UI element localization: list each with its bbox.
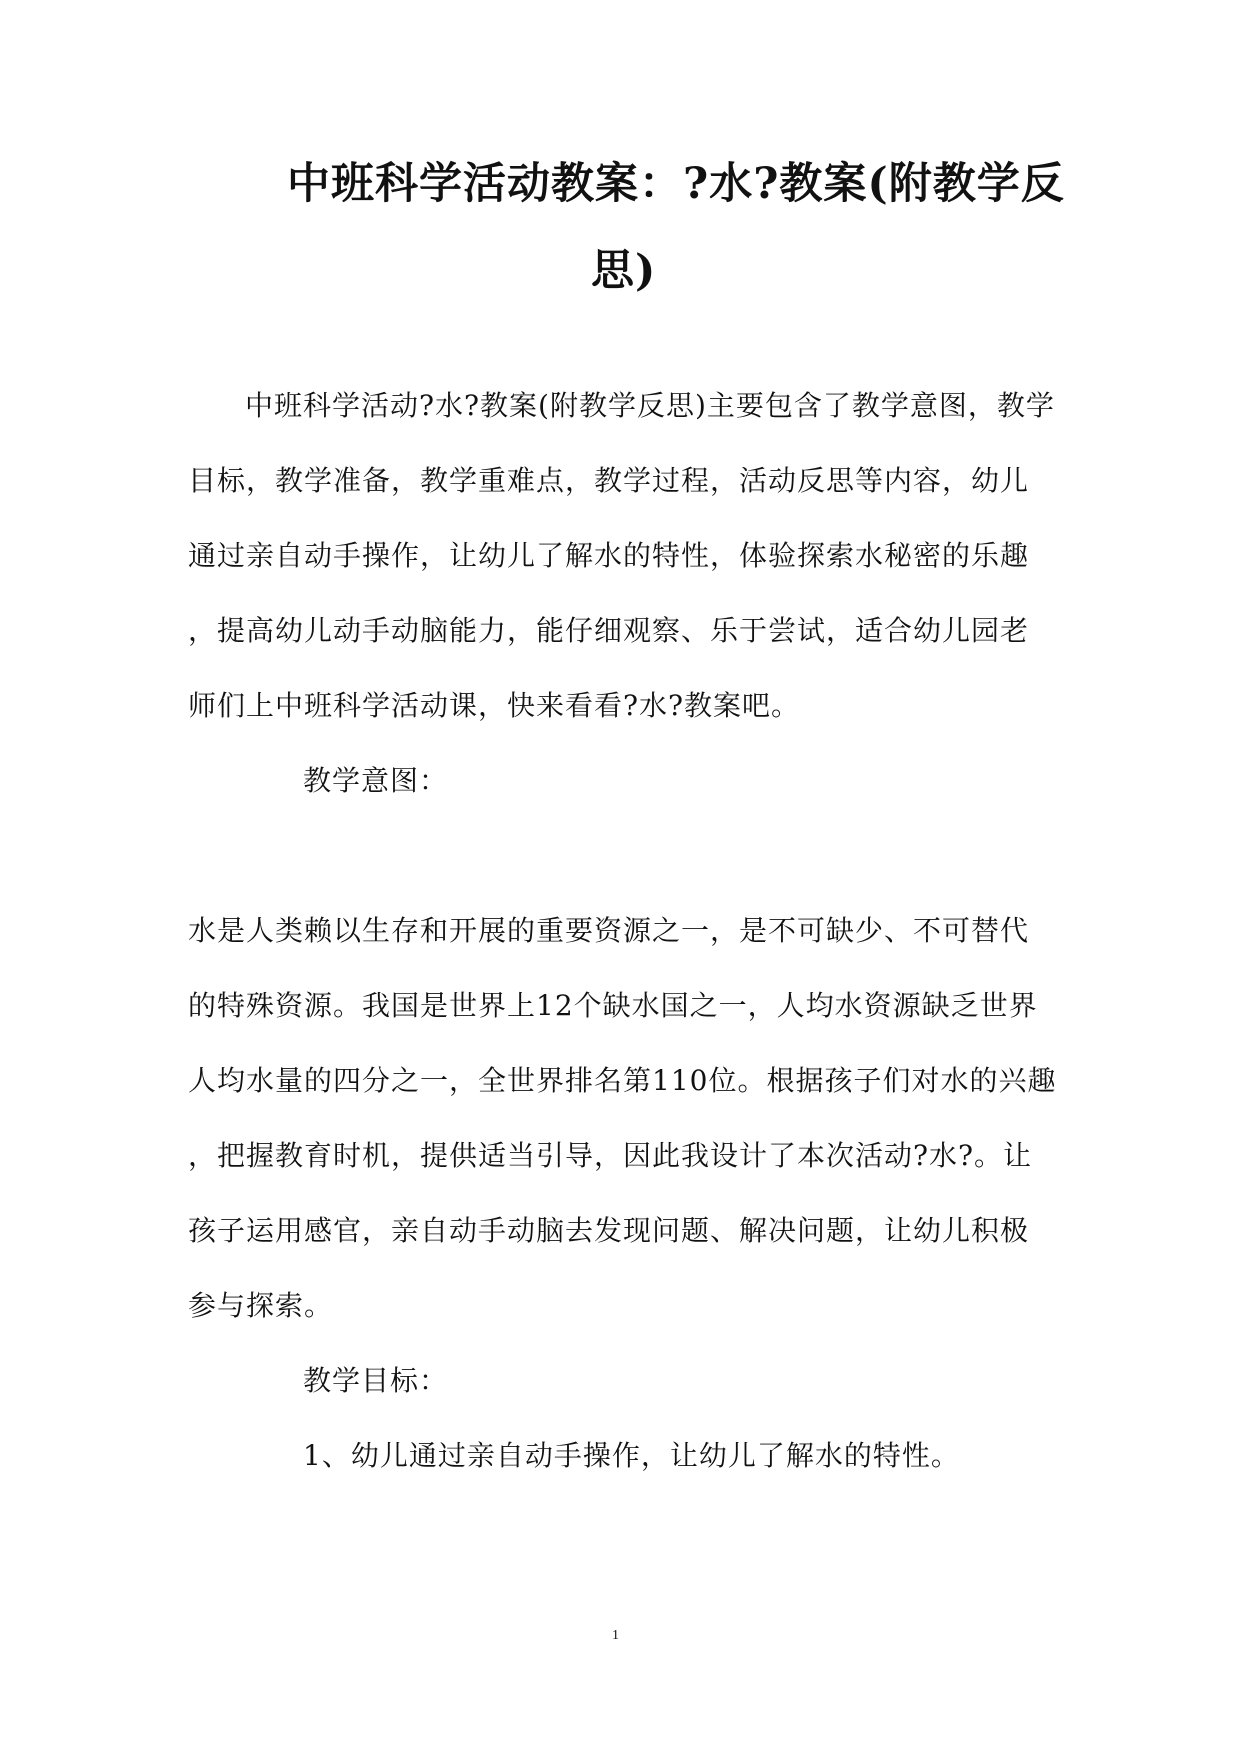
text-line: 通过亲自动手操作，让幼儿了解水的特性，体验探索水秘密的乐趣: [188, 539, 1030, 572]
text-line: 参与探索。: [188, 1289, 334, 1322]
text-line: 1、幼儿通过亲自动手操作，让幼儿了解水的特性。: [303, 1439, 960, 1472]
text-line: 孩子运用感官，亲自动手动脑去发现问题、解决问题，让幼儿积极: [188, 1214, 1030, 1247]
text-line: 的特殊资源。我国是世界上12个缺水国之一，人均水资源缺乏世界: [188, 989, 1038, 1022]
text-line: 教学目标：: [303, 1364, 449, 1397]
page-number: 1: [612, 1628, 619, 1643]
document-title-line-2: 思): [591, 246, 657, 296]
text-line: ，把握教育时机，提供适当引导，因此我设计了本次活动?水?。让: [188, 1139, 1033, 1172]
text-line: 教学意图：: [303, 764, 449, 797]
text-line: ，提高幼儿动手动脑能力，能仔细观察、乐于尝试，适合幼儿园老: [188, 614, 1030, 647]
text-line: 中班科学活动?水?教案(附教学反思)主要包含了教学意图，教学: [245, 389, 1055, 422]
document-title-line-1: 中班科学活动教案：?水?教案(附教学反: [287, 159, 1065, 209]
text-line: 水是人类赖以生存和开展的重要资源之一，是不可缺少、不可替代: [188, 914, 1030, 947]
text-line: 师们上中班科学活动课，快来看看?水?教案吧。: [188, 689, 801, 722]
text-line: 目标，教学准备，教学重难点，教学过程，活动反思等内容，幼儿: [188, 464, 1030, 497]
text-line: 人均水量的四分之一，全世界排名第110位。根据孩子们对水的兴趣: [188, 1064, 1057, 1097]
